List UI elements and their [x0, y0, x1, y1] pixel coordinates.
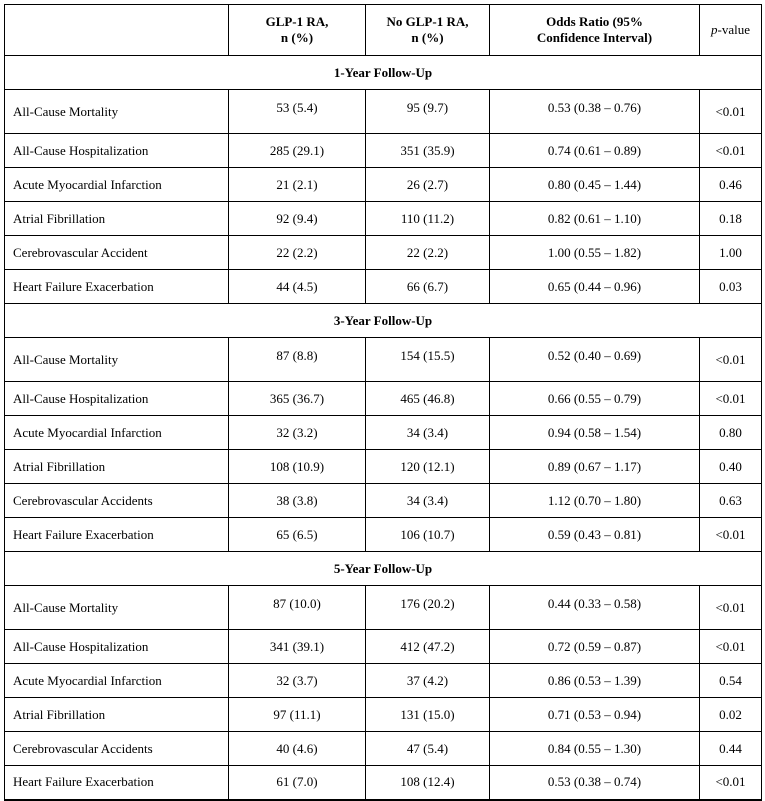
section-title: 1-Year Follow-Up	[5, 56, 762, 90]
header-no-glp1-line2: n (%)	[411, 30, 444, 45]
row-label: Heart Failure Exacerbation	[5, 518, 229, 552]
glp1-value: 22 (2.2)	[229, 236, 366, 270]
no-glp1-value: 176 (20.2)	[366, 586, 490, 630]
header-glp1	[229, 5, 366, 56]
header-odds-ratio	[490, 5, 700, 56]
p-value: <0.01	[700, 630, 762, 664]
table-row	[5, 270, 762, 304]
no-glp1-value: 351 (35.9)	[366, 134, 490, 168]
table-row	[5, 732, 762, 766]
table-row	[5, 484, 762, 518]
table-row	[5, 450, 762, 484]
odds-ratio-value: 0.82 (0.61 – 1.10)	[490, 202, 700, 236]
p-value: 0.18	[700, 202, 762, 236]
p-value: <0.01	[700, 766, 762, 800]
no-glp1-value: 154 (15.5)	[366, 338, 490, 382]
table-row	[5, 382, 762, 416]
header-no-glp1-line1: No GLP-1 RA,	[386, 14, 469, 29]
odds-ratio-value: 0.44 (0.33 – 0.58)	[490, 586, 700, 630]
glp1-value: 365 (36.7)	[229, 382, 366, 416]
table-row	[5, 518, 762, 552]
p-value: <0.01	[700, 338, 762, 382]
row-label: Heart Failure Exacerbation	[5, 766, 229, 800]
header-p-value	[700, 5, 762, 56]
header-no-glp1	[366, 5, 490, 56]
no-glp1-value: 22 (2.2)	[366, 236, 490, 270]
p-value: <0.01	[700, 518, 762, 552]
no-glp1-value: 106 (10.7)	[366, 518, 490, 552]
odds-ratio-value: 0.53 (0.38 – 0.76)	[490, 90, 700, 134]
odds-ratio-value: 1.00 (0.55 – 1.82)	[490, 236, 700, 270]
p-value: 0.03	[700, 270, 762, 304]
row-label: Atrial Fibrillation	[5, 450, 229, 484]
glp1-value: 285 (29.1)	[229, 134, 366, 168]
odds-ratio-value: 1.12 (0.70 – 1.80)	[490, 484, 700, 518]
no-glp1-value: 95 (9.7)	[366, 90, 490, 134]
p-value: 0.02	[700, 698, 762, 732]
odds-ratio-value: 0.72 (0.59 – 0.87)	[490, 630, 700, 664]
header-glp1-line2: n (%)	[280, 30, 314, 45]
table-row	[5, 168, 762, 202]
row-label: Atrial Fibrillation	[5, 202, 229, 236]
header-glp1-line1: GLP-1 RA,	[265, 14, 329, 29]
p-value: <0.01	[700, 586, 762, 630]
odds-ratio-value: 0.65 (0.44 – 0.96)	[490, 270, 700, 304]
odds-ratio-value: 0.94 (0.58 – 1.54)	[490, 416, 700, 450]
table-row	[5, 338, 762, 382]
table-row	[5, 416, 762, 450]
table-body	[5, 56, 762, 800]
row-label: Heart Failure Exacerbation	[5, 270, 229, 304]
section-header-row	[5, 552, 762, 586]
row-label: Acute Myocardial Infarction	[5, 168, 229, 202]
no-glp1-value: 66 (6.7)	[366, 270, 490, 304]
row-label: All-Cause Hospitalization	[5, 134, 229, 168]
glp1-value: 97 (11.1)	[229, 698, 366, 732]
table-row	[5, 630, 762, 664]
outcomes-table	[4, 4, 762, 801]
glp1-value: 38 (3.8)	[229, 484, 366, 518]
section-title: 5-Year Follow-Up	[5, 552, 762, 586]
odds-ratio-value: 0.59 (0.43 – 0.81)	[490, 518, 700, 552]
odds-ratio-value: 0.66 (0.55 – 0.79)	[490, 382, 700, 416]
no-glp1-value: 108 (12.4)	[366, 766, 490, 800]
row-label: All-Cause Hospitalization	[5, 630, 229, 664]
odds-ratio-value: 0.71 (0.53 – 0.94)	[490, 698, 700, 732]
glp1-value: 92 (9.4)	[229, 202, 366, 236]
p-value: <0.01	[700, 382, 762, 416]
no-glp1-value: 34 (3.4)	[366, 484, 490, 518]
glp1-value: 40 (4.6)	[229, 732, 366, 766]
glp1-value: 87 (10.0)	[229, 586, 366, 630]
p-value: 0.80	[700, 416, 762, 450]
section-title: 3-Year Follow-Up	[5, 304, 762, 338]
row-label: All-Cause Mortality	[5, 586, 229, 630]
table-row	[5, 90, 762, 134]
row-label: Cerebrovascular Accident	[5, 236, 229, 270]
p-value: <0.01	[700, 134, 762, 168]
header-empty-cell	[5, 5, 229, 56]
glp1-value: 44 (4.5)	[229, 270, 366, 304]
header-p-rest: -value	[717, 22, 750, 37]
glp1-value: 108 (10.9)	[229, 450, 366, 484]
glp1-value: 53 (5.4)	[229, 90, 366, 134]
table-row	[5, 586, 762, 630]
glp1-value: 341 (39.1)	[229, 630, 366, 664]
glp1-value: 87 (8.8)	[229, 338, 366, 382]
header-p-italic: p	[711, 22, 718, 37]
glp1-value: 32 (3.2)	[229, 416, 366, 450]
p-value: <0.01	[700, 90, 762, 134]
p-value: 0.63	[700, 484, 762, 518]
odds-ratio-value: 0.52 (0.40 – 0.69)	[490, 338, 700, 382]
glp1-value: 21 (2.1)	[229, 168, 366, 202]
table-row	[5, 664, 762, 698]
table-row	[5, 236, 762, 270]
row-label: Cerebrovascular Accidents	[5, 732, 229, 766]
odds-ratio-value: 0.89 (0.67 – 1.17)	[490, 450, 700, 484]
row-label: Cerebrovascular Accidents	[5, 484, 229, 518]
table-row	[5, 202, 762, 236]
no-glp1-value: 47 (5.4)	[366, 732, 490, 766]
row-label: All-Cause Hospitalization	[5, 382, 229, 416]
p-value: 0.44	[700, 732, 762, 766]
row-label: Acute Myocardial Infarction	[5, 664, 229, 698]
p-value: 0.54	[700, 664, 762, 698]
p-value: 0.40	[700, 450, 762, 484]
no-glp1-value: 120 (12.1)	[366, 450, 490, 484]
table-row	[5, 766, 762, 800]
no-glp1-value: 37 (4.2)	[366, 664, 490, 698]
glp1-value: 65 (6.5)	[229, 518, 366, 552]
table-row	[5, 698, 762, 732]
odds-ratio-value: 0.80 (0.45 – 1.44)	[490, 168, 700, 202]
row-label: All-Cause Mortality	[5, 338, 229, 382]
table-header-row	[5, 5, 762, 56]
odds-ratio-value: 0.86 (0.53 – 1.39)	[490, 664, 700, 698]
no-glp1-value: 34 (3.4)	[366, 416, 490, 450]
row-label: All-Cause Mortality	[5, 90, 229, 134]
no-glp1-value: 110 (11.2)	[366, 202, 490, 236]
odds-ratio-value: 0.74 (0.61 – 0.89)	[490, 134, 700, 168]
header-or-line1: Odds Ratio (95%	[546, 14, 643, 29]
section-header-row	[5, 56, 762, 90]
row-label: Acute Myocardial Infarction	[5, 416, 229, 450]
glp1-value: 32 (3.7)	[229, 664, 366, 698]
no-glp1-value: 465 (46.8)	[366, 382, 490, 416]
no-glp1-value: 26 (2.7)	[366, 168, 490, 202]
no-glp1-value: 412 (47.2)	[366, 630, 490, 664]
header-or-line2: Confidence Interval)	[536, 30, 653, 45]
odds-ratio-value: 0.53 (0.38 – 0.74)	[490, 766, 700, 800]
table-row	[5, 134, 762, 168]
no-glp1-value: 131 (15.0)	[366, 698, 490, 732]
row-label: Atrial Fibrillation	[5, 698, 229, 732]
p-value: 0.46	[700, 168, 762, 202]
p-value: 1.00	[700, 236, 762, 270]
section-header-row	[5, 304, 762, 338]
odds-ratio-value: 0.84 (0.55 – 1.30)	[490, 732, 700, 766]
glp1-value: 61 (7.0)	[229, 766, 366, 800]
